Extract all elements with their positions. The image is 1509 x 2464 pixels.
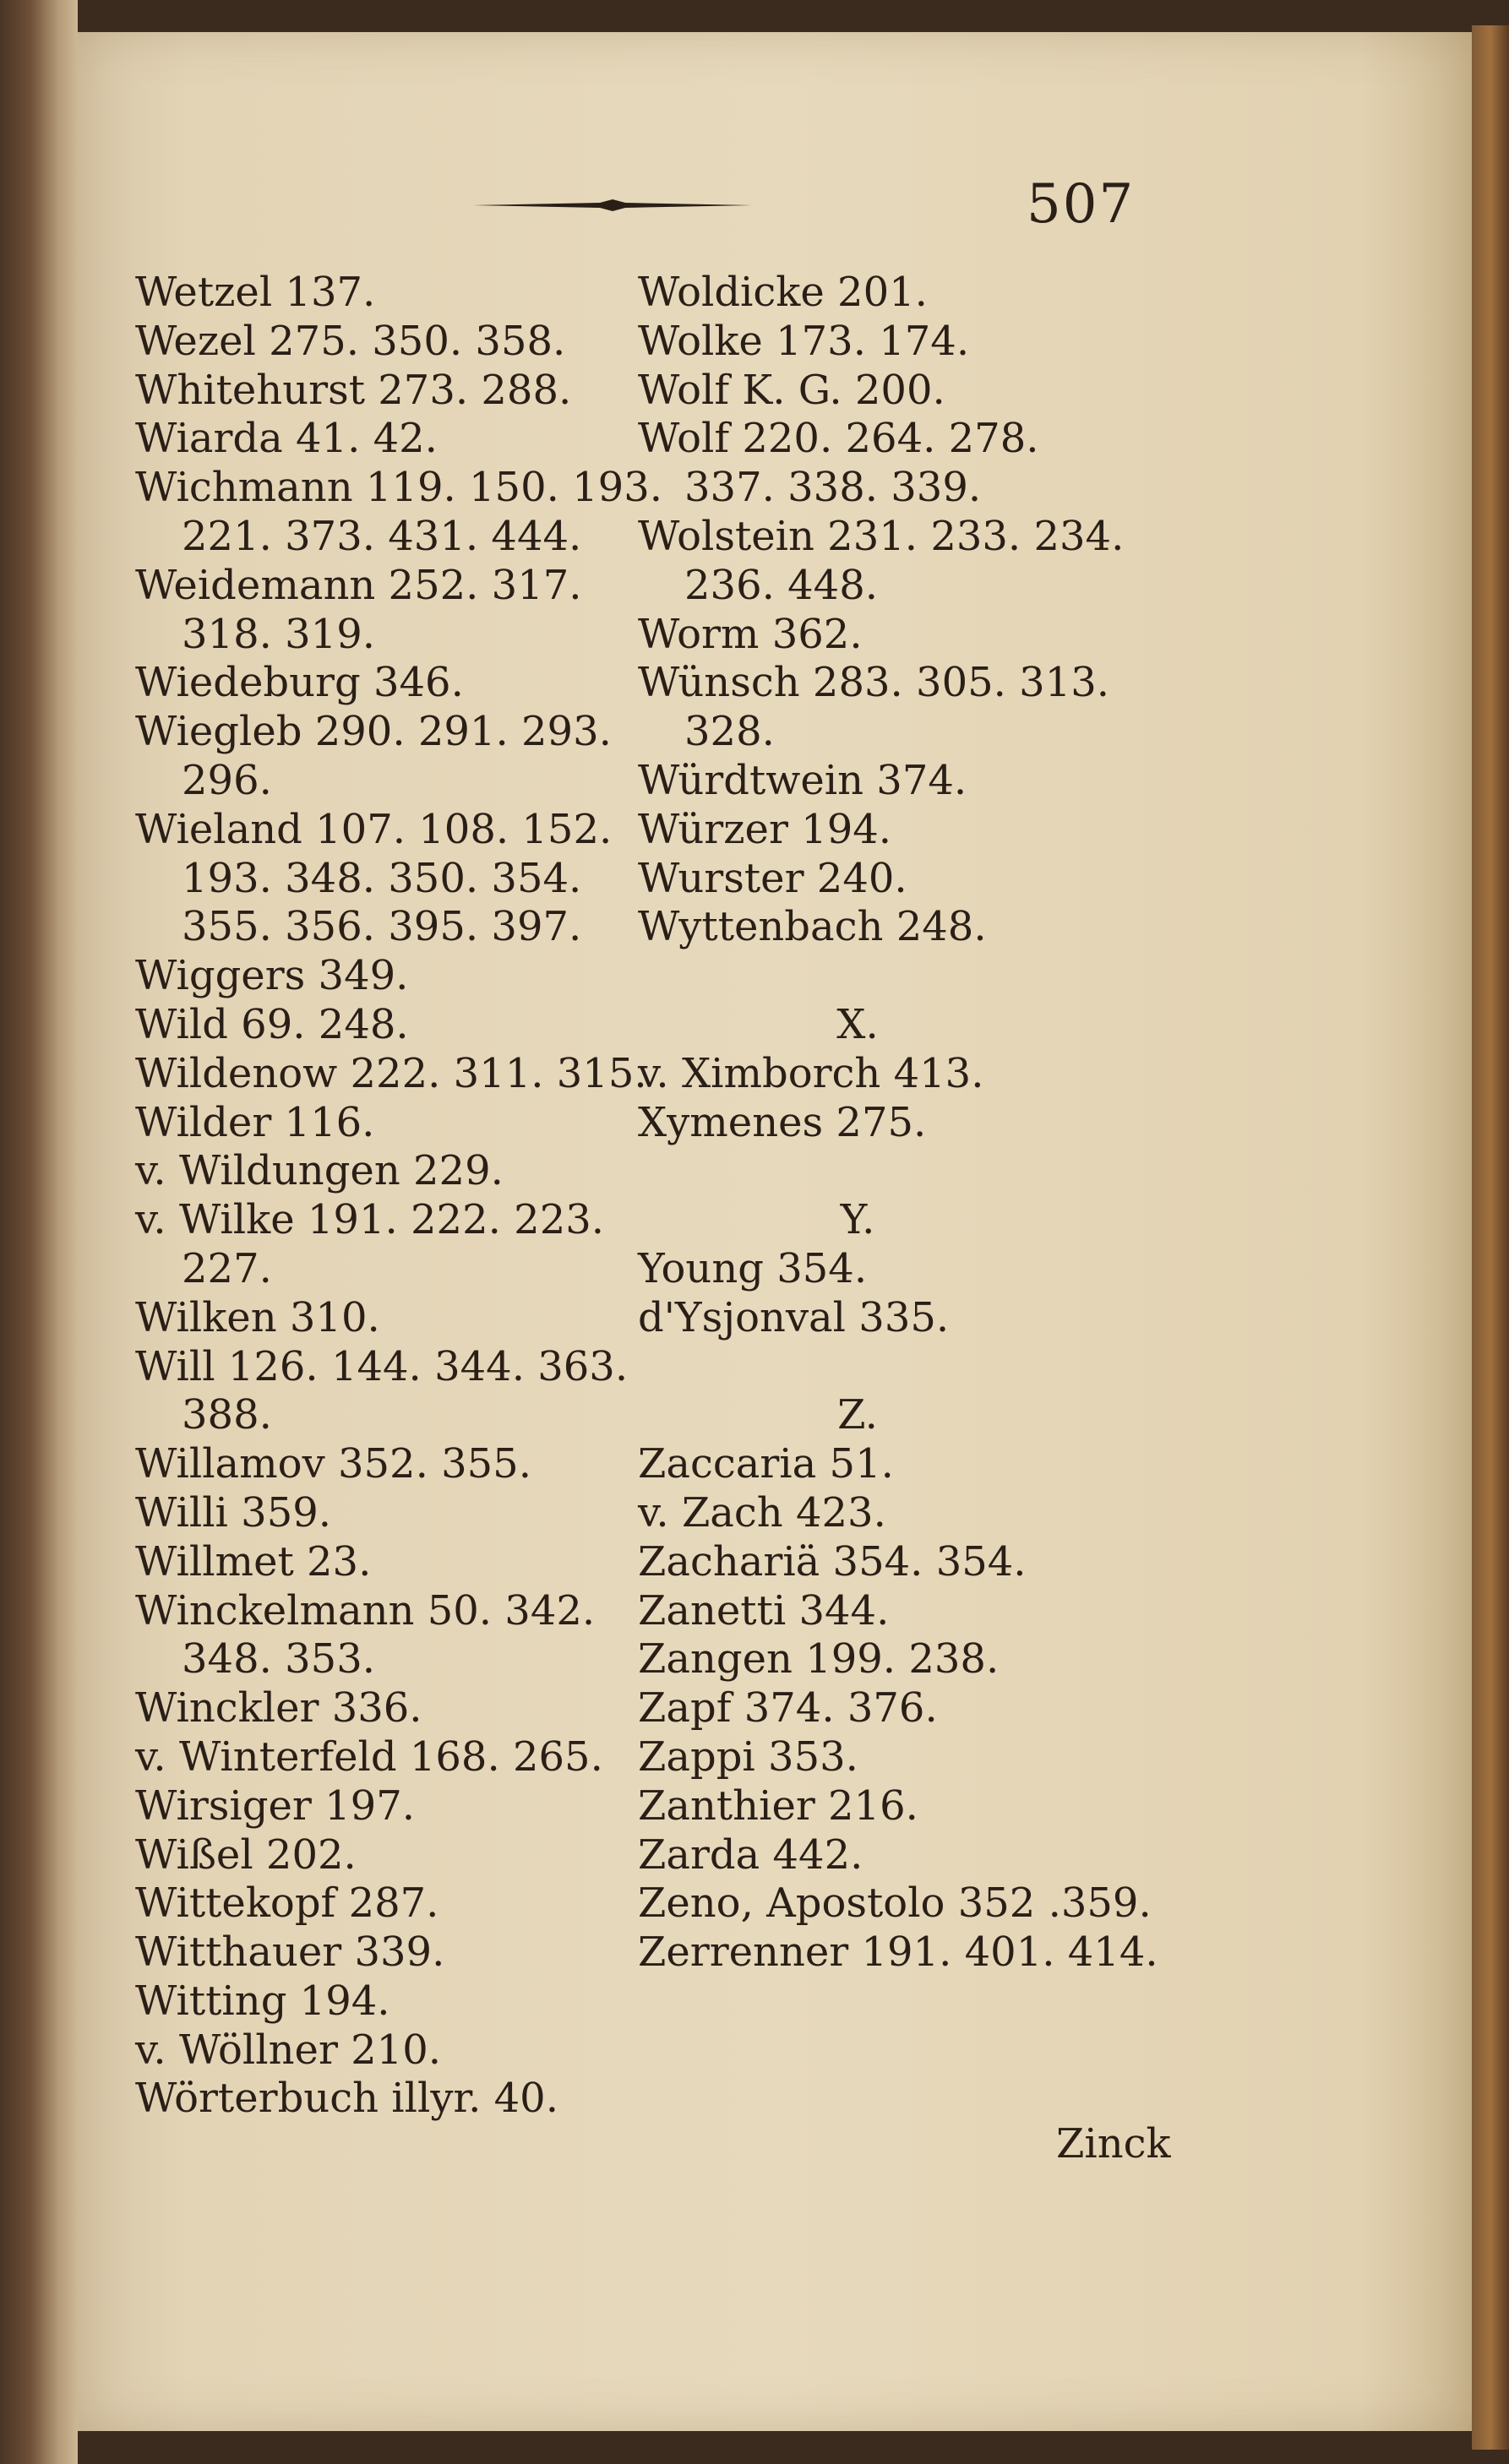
index-entry: v. Wildungen 229.: [135, 1147, 504, 1195]
index-entry: Zangen 199. 238.: [638, 1635, 1000, 1683]
index-entry: Zapf 374. 376.: [638, 1684, 938, 1732]
index-entry: Würzer 194.: [638, 805, 892, 853]
index-entry: Wirsiger 197.: [135, 1781, 415, 1830]
section-spacer: [638, 1147, 1179, 1196]
catchword: Zinck: [1056, 2120, 1171, 2168]
index-entry: Wild 69. 248.: [135, 1000, 409, 1048]
index-entry: Wünsch 283. 305. 313.: [638, 659, 1110, 707]
index-entry: Zappi 353.: [638, 1732, 858, 1781]
index-continuation-line: 355. 356. 395. 397.: [182, 903, 582, 951]
index-entry: Wetzel 137.: [135, 269, 376, 316]
section-letter-heading: Y.: [840, 1196, 875, 1244]
index-entry: Zaccaria 51.: [638, 1440, 894, 1488]
section-letter-heading: X.: [836, 1000, 879, 1048]
book-spine: [0, 0, 78, 2464]
index-continuation-line: 193. 348. 350. 354.: [182, 854, 582, 902]
section-spacer: [638, 952, 1179, 1001]
index-entry: Witthauer 339.: [135, 1928, 445, 1977]
index-entry: Wiedeburg 346.: [135, 659, 464, 707]
index-entry: Worm 362.: [638, 610, 863, 658]
index-entry: Wolf K. G. 200.: [638, 366, 945, 414]
index-entry: Wolstein 231. 233. 234.: [638, 512, 1125, 560]
index-entry: Zanetti 344.: [638, 1586, 890, 1635]
index-column-right: [638, 269, 1179, 1977]
index-entry: Zachariä 354. 354.: [638, 1537, 1027, 1586]
index-continuation-line: 337. 338. 339.: [684, 464, 982, 512]
index-entry: Würdtwein 374.: [638, 756, 967, 804]
header-ornament-rule: [473, 199, 752, 211]
index-entry: Zarda 442.: [638, 1830, 863, 1879]
index-entry: Whitehurst 273. 288.: [135, 366, 572, 414]
section-letter-heading: Z.: [837, 1391, 878, 1439]
index-entry: d'Ysjonval 335.: [638, 1293, 950, 1341]
index-entry: Wurster 240.: [638, 854, 907, 902]
book-cover-edge: [1472, 25, 1509, 2450]
index-entry: Witting 194.: [135, 1977, 390, 2025]
index-continuation-line: 318. 319.: [182, 610, 376, 658]
index-continuation-line: 236. 448.: [684, 561, 879, 609]
index-entry: Wezel 275. 350. 358.: [135, 317, 566, 365]
page-number: 507: [1027, 173, 1136, 236]
index-entry: Winckler 336.: [135, 1684, 422, 1732]
index-entry: Wichmann 119. 150. 193.: [135, 464, 662, 512]
index-entry: Wiegleb 290. 291. 293.: [135, 708, 612, 756]
index-entry: Wittekopf 287.: [135, 1879, 439, 1928]
section-spacer: [638, 1343, 1179, 1392]
index-entry: Weidemann 252. 317.: [135, 561, 582, 609]
index-continuation-line: 348. 353.: [182, 1635, 376, 1683]
index-entry: Young 354.: [638, 1244, 868, 1292]
index-entry: Zanthier 216.: [638, 1781, 918, 1830]
index-continuation-line: 221. 373. 431. 444.: [182, 512, 582, 560]
index-entry: Will 126. 144. 344. 363.: [135, 1342, 629, 1390]
index-entry: Wilken 310.: [135, 1293, 380, 1341]
index-entry: Wolf 220. 264. 278.: [638, 415, 1039, 463]
index-entry: Wolke 173. 174.: [638, 317, 970, 365]
index-entry: Willi 359.: [135, 1488, 332, 1537]
index-entry: Willmet 23.: [135, 1537, 372, 1586]
index-continuation-line: 328.: [684, 708, 775, 756]
index-entry: Wiarda 41. 42.: [135, 415, 438, 463]
index-entry: Woldicke 201.: [638, 269, 928, 316]
index-entry: v. Wöllner 210.: [135, 2026, 442, 2074]
index-continuation-line: 227.: [182, 1244, 272, 1292]
index-continuation-line: 388.: [182, 1391, 272, 1439]
index-entry: Zeno, Apostolo 352 .359.: [638, 1879, 1152, 1928]
index-continuation-line: 296.: [182, 756, 272, 804]
index-entry: Wißel 202.: [135, 1830, 357, 1879]
index-entry: Wörterbuch illyr. 40.: [135, 2075, 558, 2123]
index-entry: Wilder 116.: [135, 1098, 375, 1146]
index-entry: Xymenes 275.: [638, 1098, 927, 1146]
index-entry: Willamov 352. 355.: [135, 1440, 531, 1488]
index-entry: v. Ximborch 413.: [638, 1049, 984, 1097]
index-column-left: [135, 269, 662, 2124]
index-entry: Wildenow 222. 311. 315.: [135, 1049, 647, 1097]
index-entry: Zerrenner 191. 401. 414.: [638, 1928, 1158, 1977]
index-entry: v. Wilke 191. 222. 223.: [135, 1196, 605, 1244]
index-entry: v. Winterfeld 168. 265.: [135, 1732, 603, 1781]
index-entry: v. Zach 423.: [638, 1488, 886, 1537]
index-entry: Winckelmann 50. 342.: [135, 1586, 596, 1635]
index-entry: Wieland 107. 108. 152.: [135, 805, 613, 853]
index-entry: Wyttenbach 248.: [638, 903, 987, 951]
index-entry: Wiggers 349.: [135, 952, 409, 1000]
